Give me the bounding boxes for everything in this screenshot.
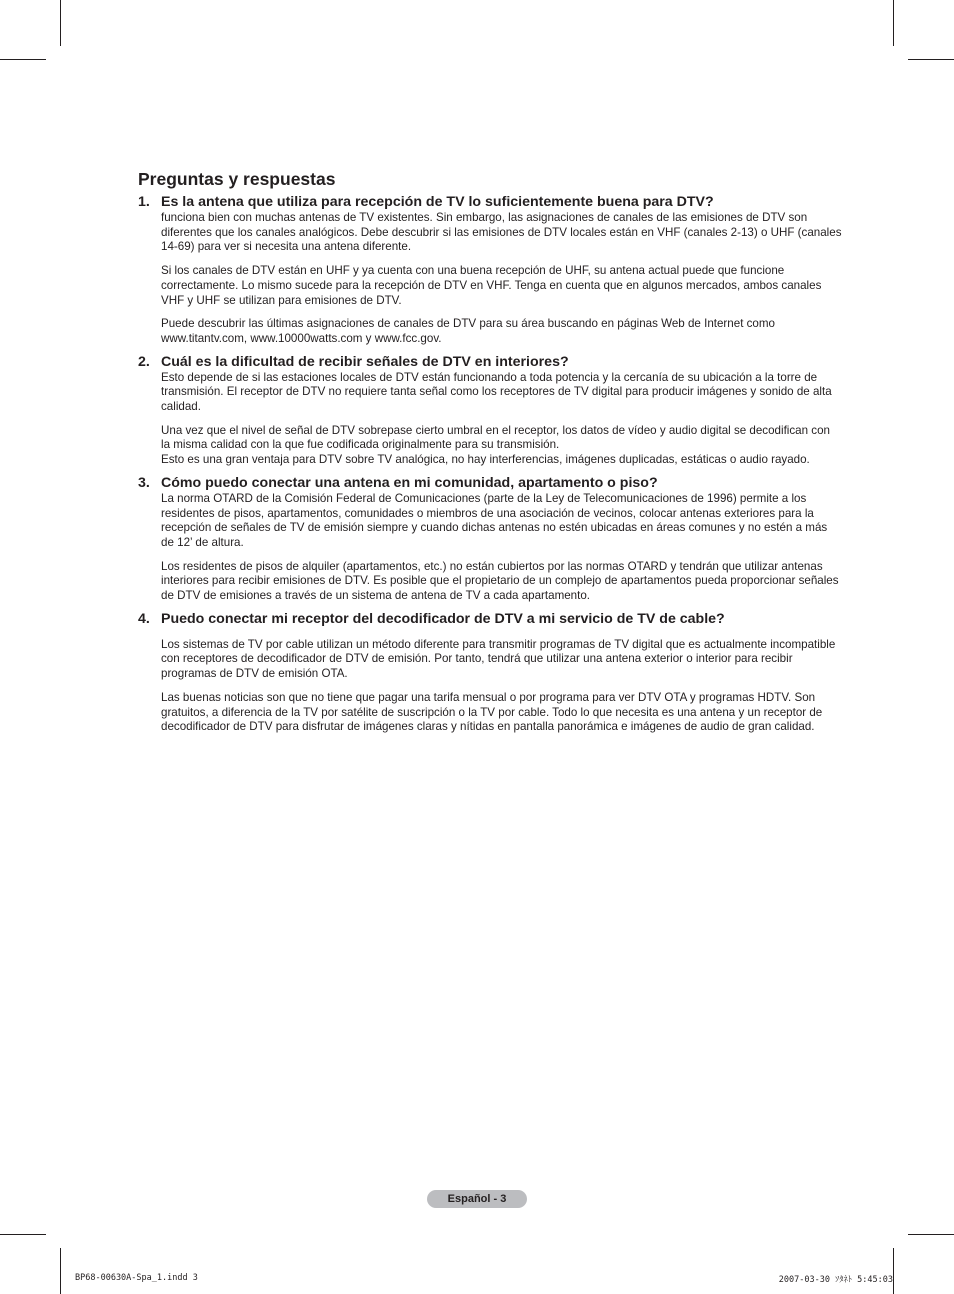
crop-mark bbox=[0, 59, 46, 60]
answer bbox=[161, 371, 842, 468]
answer-paragraph: Esto es una gran ventaja para DTV sobre TV analógica, no hay interferencias, imágenes duplicadas, estáticas o audio rayado. bbox=[161, 453, 810, 467]
page-number-badge: Español - 3 bbox=[427, 1190, 527, 1208]
question-1 bbox=[138, 194, 842, 347]
crop-mark bbox=[908, 59, 954, 60]
question-heading bbox=[138, 354, 842, 371]
crop-mark bbox=[908, 1234, 954, 1235]
answer-paragraph: Puede descubrir las últimas asignaciones de canales de DTV para su área buscando en páginas Web de Internet como www.titantv.com, www.10000watts.com y www.fcc.gov. bbox=[161, 317, 775, 345]
answer-paragraph: Esto depende de si las estaciones locales de DTV están funcionando a toda potencia y la cercanía de su ubicación a la torre de transmisión. El receptor de DTV no requiere tanta señal como los receptores de TV digital para producir imágenes y sonido de alta calidad. bbox=[161, 370, 832, 414]
answer-paragraph: La norma OTARD de la Comisión Federal de Comunicaciones (parte de la Ley de Telecomunicaciones de 1996) permite a los residentes de pisos, apartamentos, comunidades o miembros de una asociación de vecinos, colocar antenas exteriores para la recepción de señales de TV de emisión siempre y cuando dichas antenas no estén ubicadas en áreas comunes y no estén a más de 12’ de altura. bbox=[161, 491, 828, 549]
print-slug-file: BP68-00630A-Spa_1.indd 3 bbox=[75, 1273, 198, 1283]
answer-paragraph: funciona bien con muchas antenas de TV existentes. Sin embargo, las asignaciones de canales de las emisiones de DTV son diferentes que los canales analógicos. Debe descubrir si las emisiones de DTV locales están en VHF (canales 2-13) o UHF (canales 14-69) para ver si necesita una antena diferente. bbox=[161, 211, 842, 254]
question-title: Puedo conectar mi receptor del decodificador de DTV a mi servicio de TV de cable? bbox=[161, 610, 725, 627]
crop-mark bbox=[0, 1234, 46, 1235]
question-2 bbox=[138, 354, 842, 468]
question-3 bbox=[138, 475, 842, 604]
crop-mark bbox=[60, 0, 61, 46]
answer-paragraph: Los residentes de pisos de alquiler (apartamentos, etc.) no están cubiertos por las normas OTARD y tendrán que utilizar antenas interiores para recibir emisiones de DTV. Es posible que el propietario de un complejo de apartamentos pueda proporcionar señales de DTV de emisiones a través de un sistema de antena de TV a cada apartamento. bbox=[161, 559, 839, 603]
crop-mark bbox=[893, 1248, 894, 1294]
question-title: Cómo puedo conectar una antena en mi comunidad, apartamento o piso? bbox=[161, 474, 658, 491]
answer-paragraph: Los sistemas de TV por cable utilizan un método diferente para transmitir programas de TV digital que es actualmente incompatible con receptores de decodificador de DTV de emisión. Por tanto, tendrá que utilizar una antena exterior o interior para recibir programas de DTV de emisión OTA. bbox=[161, 637, 836, 681]
document-content bbox=[138, 168, 842, 744]
crop-mark bbox=[60, 1248, 61, 1294]
page-title: Preguntas y respuestas bbox=[138, 169, 336, 189]
question-4 bbox=[138, 611, 842, 735]
answer-paragraph: Una vez que el nivel de señal de DTV sobrepase cierto umbral en el receptor, los datos de vídeo y audio digital se decodifican con la misma calidad con la que fue codificada originalmente para su transmisión. bbox=[161, 423, 830, 452]
answer bbox=[161, 492, 842, 604]
question-title: Es la antena que utiliza para recepción de TV lo suficientemente buena para DTV? bbox=[161, 194, 714, 210]
answer bbox=[161, 211, 842, 347]
answer-paragraph: Las buenas noticias son que no tiene que pagar una tarifa mensual o por programa para ver DTV OTA y programas HDTV. Son gratuitos, a diferencia de la TV por satélite de suscripción o la TV por cable. Todo lo que necesita es una antena y un receptor de decodificador de DTV para disfrutar de imágenes claras y nítidas en pantalla panorámica e imágenes de audio de gran calidad. bbox=[161, 690, 823, 734]
answer bbox=[161, 638, 842, 735]
question-title: Cuál es la dificultad de recibir señales de DTV en interiores? bbox=[161, 353, 569, 370]
question-number: 1. bbox=[138, 194, 150, 210]
question-heading bbox=[138, 194, 842, 211]
question-number: 3. bbox=[138, 474, 150, 491]
answer-paragraph: Si los canales de DTV están en UHF y ya cuenta con una buena recepción de UHF, su antena actual puede que funcione correctamente. Lo mismo sucede para la recepción de DTV en VHF. Tenga en cuenta que en algunos mercados, ambos canales VHF y UHF se utilizan para emisiones de DTV. bbox=[161, 264, 822, 307]
question-heading bbox=[138, 611, 842, 628]
question-number: 4. bbox=[138, 610, 150, 627]
question-heading bbox=[138, 475, 842, 492]
print-slug-date: 2007-03-30 ｿﾀﾈﾄ 5:45:03 bbox=[778, 1275, 893, 1285]
crop-mark bbox=[893, 0, 894, 46]
question-number: 2. bbox=[138, 353, 150, 370]
